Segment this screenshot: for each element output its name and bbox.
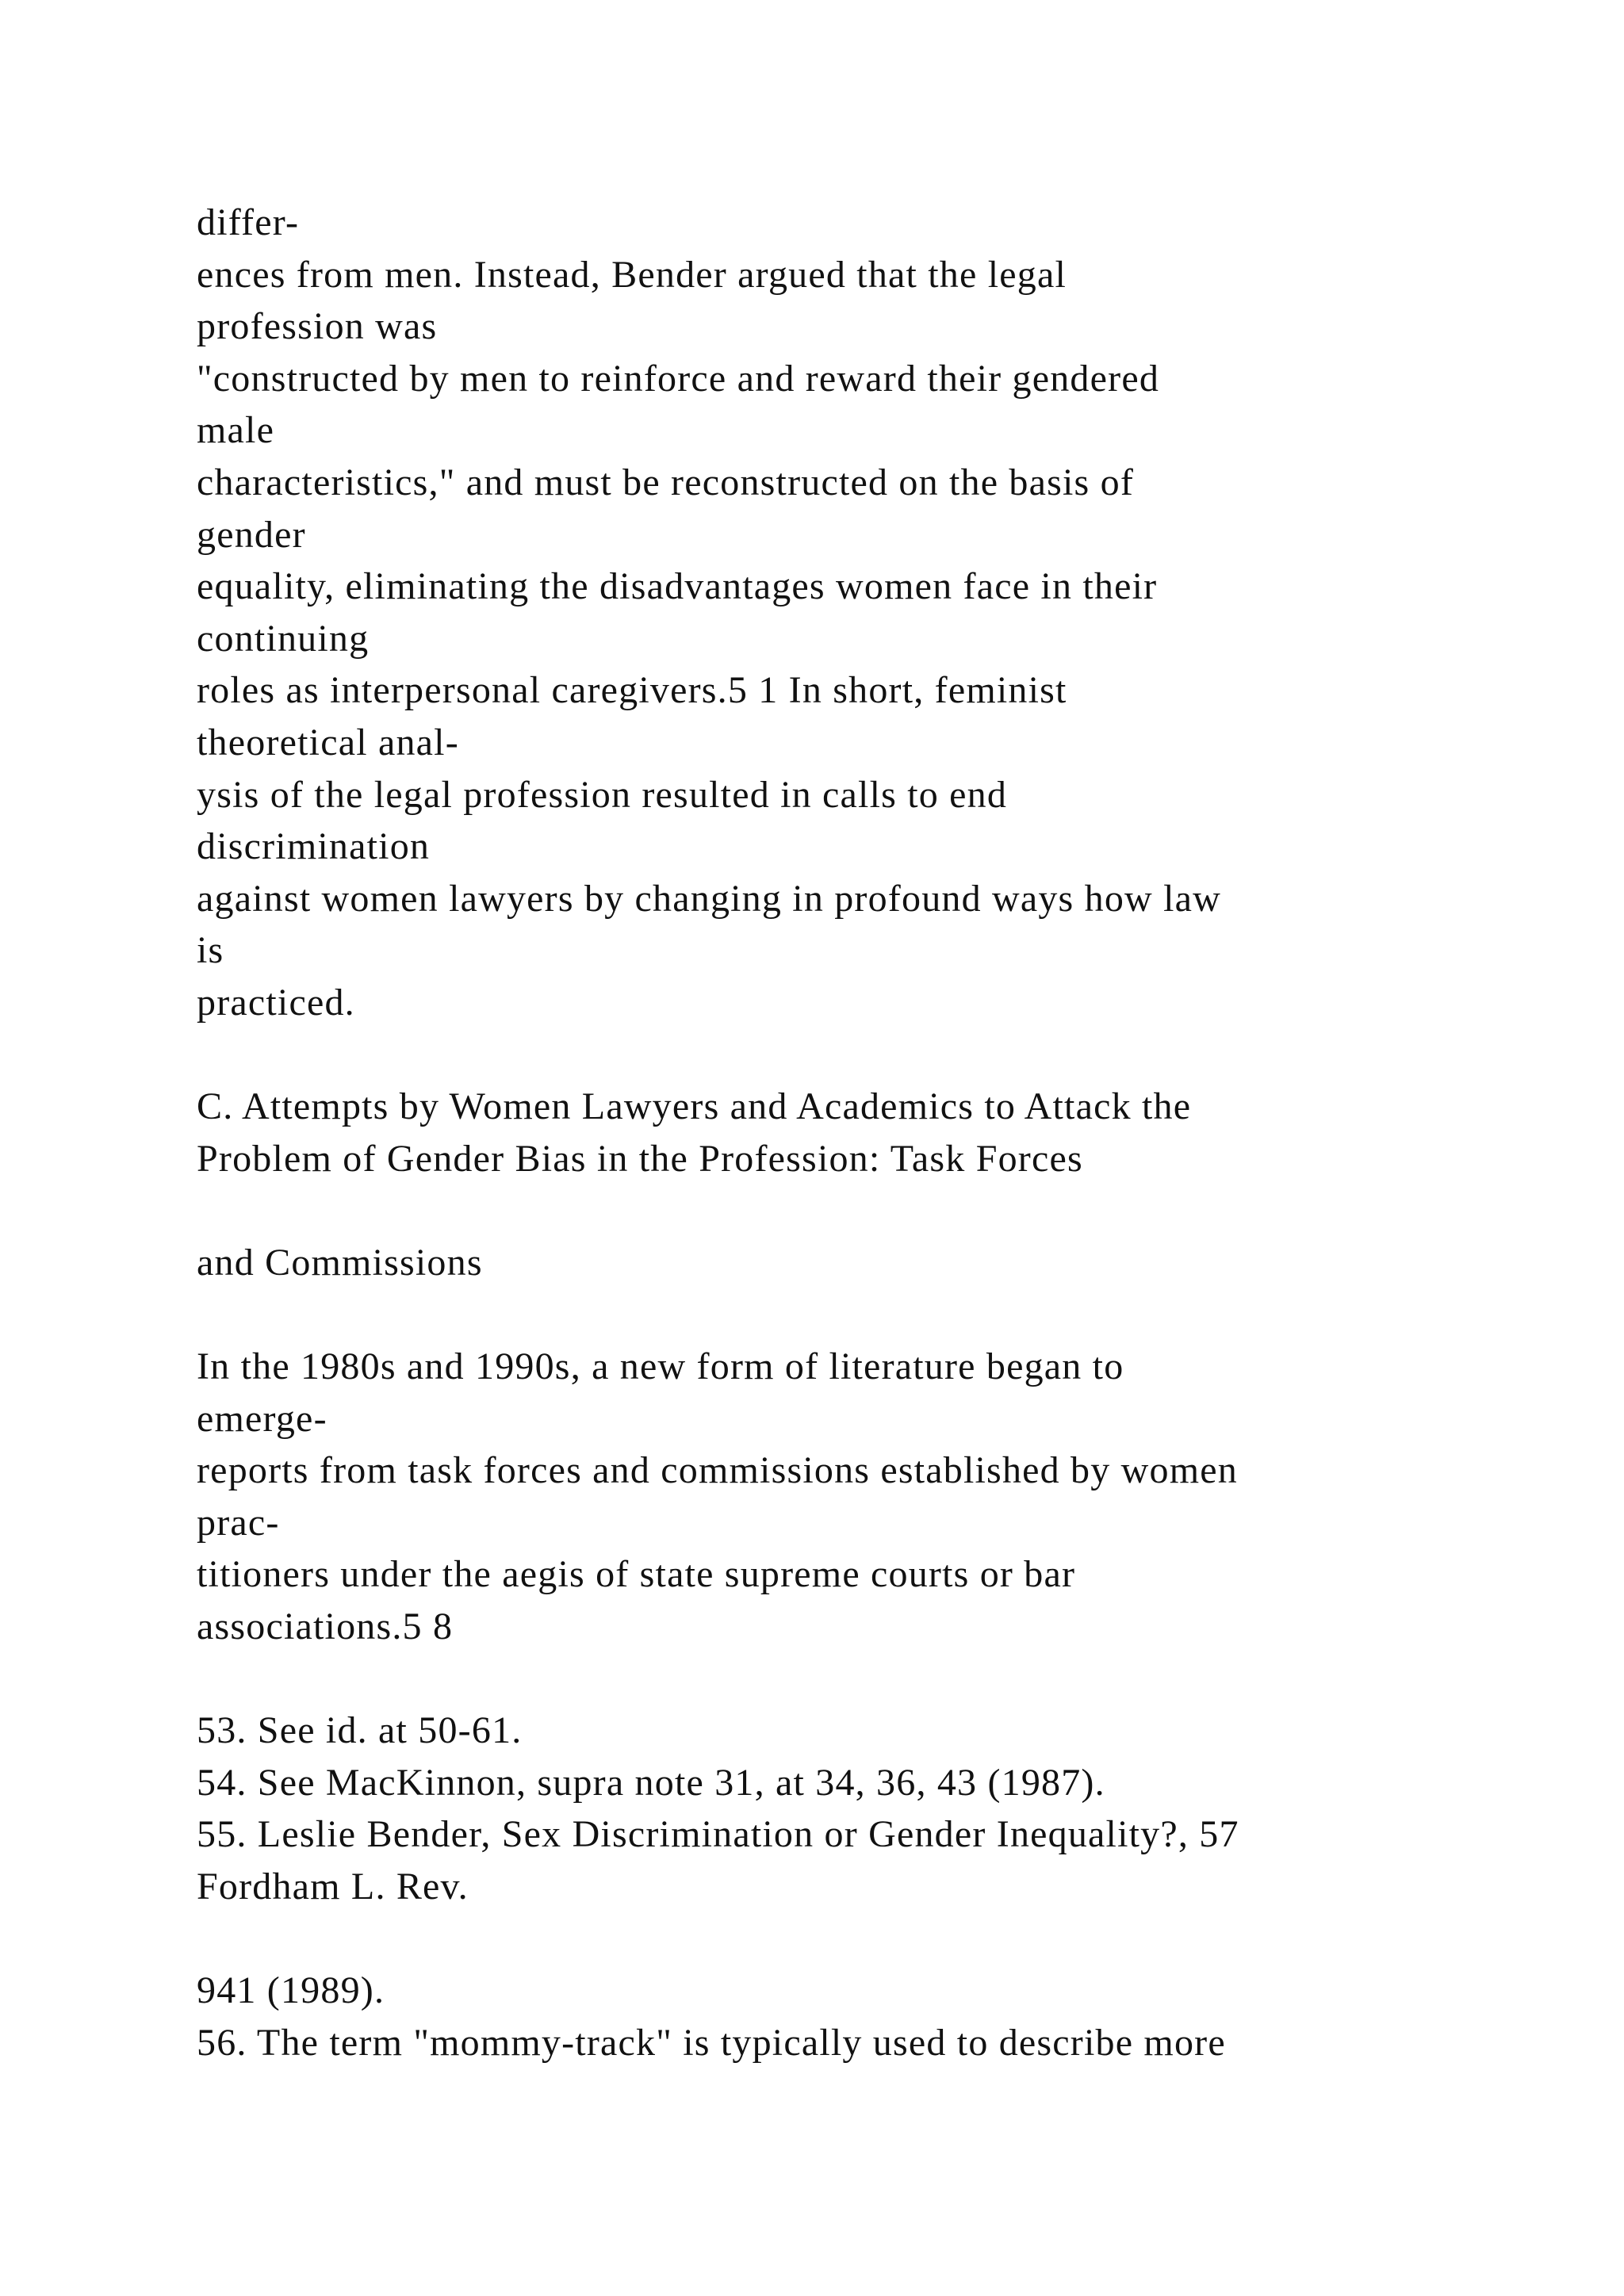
- text-line: titioners under the aegis of state supreme courts or bar: [197, 1553, 1076, 1596]
- text-line: equality, eliminating the disadvantages women face in their: [197, 565, 1158, 608]
- text-line: practiced.: [197, 981, 355, 1024]
- text-line: characteristics," and must be reconstructed on the basis of: [197, 461, 1135, 503]
- text-line: male: [197, 409, 275, 452]
- text-line: emerge-: [197, 1397, 327, 1440]
- text-line: gender: [197, 513, 306, 556]
- text-line: against women lawyers by changing in profound ways how law: [197, 877, 1222, 920]
- text-line: reports from task forces and commissions established by women: [197, 1449, 1238, 1492]
- text-line: ysis of the legal profession resulted in calls to end: [197, 773, 1008, 816]
- text-line: theoretical anal-: [197, 721, 459, 763]
- text-line: is: [197, 929, 224, 972]
- blank-line: [197, 1184, 1545, 1237]
- text-line: continuing: [197, 617, 370, 660]
- text-line: roles as interpersonal caregivers.5 1 In short, feminist: [197, 669, 1067, 712]
- text-line: profession was: [197, 305, 438, 348]
- text-line: ences from men. Instead, Bender argued that the legal: [197, 253, 1067, 296]
- footnote-line: 53. See id. at 50-61.: [197, 1709, 523, 1752]
- footnote-line: 941 (1989).: [197, 1969, 385, 2012]
- text-line: "constructed by men to reinforce and reward their gendered: [197, 357, 1160, 400]
- text-line: In the 1980s and 1990s, a new form of literature began to: [197, 1345, 1124, 1388]
- blank-line: [197, 1653, 1545, 1705]
- blank-line: [197, 1288, 1545, 1341]
- blank-line: [197, 1913, 1545, 1965]
- text-line: prac-: [197, 1501, 280, 1544]
- footnote-line: 54. See MacKinnon, supra note 31, at 34, 36, 43 (1987).: [197, 1761, 1105, 1804]
- document-text: [197, 197, 1545, 2068]
- footnote-line: 56. The term "mommy-track" is typically used to describe more: [197, 2021, 1226, 2064]
- blank-line: [197, 1029, 1545, 1081]
- section-heading-line: C. Attempts by Women Lawyers and Academics to Attack the: [197, 1085, 1192, 1128]
- section-heading-line: and Commissions: [197, 1241, 483, 1284]
- text-line: differ-: [197, 201, 300, 243]
- footnote-line: 55. Leslie Bender, Sex Discrimination or Gender Inequality?, 57: [197, 1813, 1239, 1856]
- text-line: associations.5 8: [197, 1605, 454, 1648]
- section-heading-line: Problem of Gender Bias in the Profession: Task Forces: [197, 1137, 1083, 1180]
- footnote-line: Fordham L. Rev.: [197, 1866, 469, 1908]
- text-line: discrimination: [197, 825, 431, 868]
